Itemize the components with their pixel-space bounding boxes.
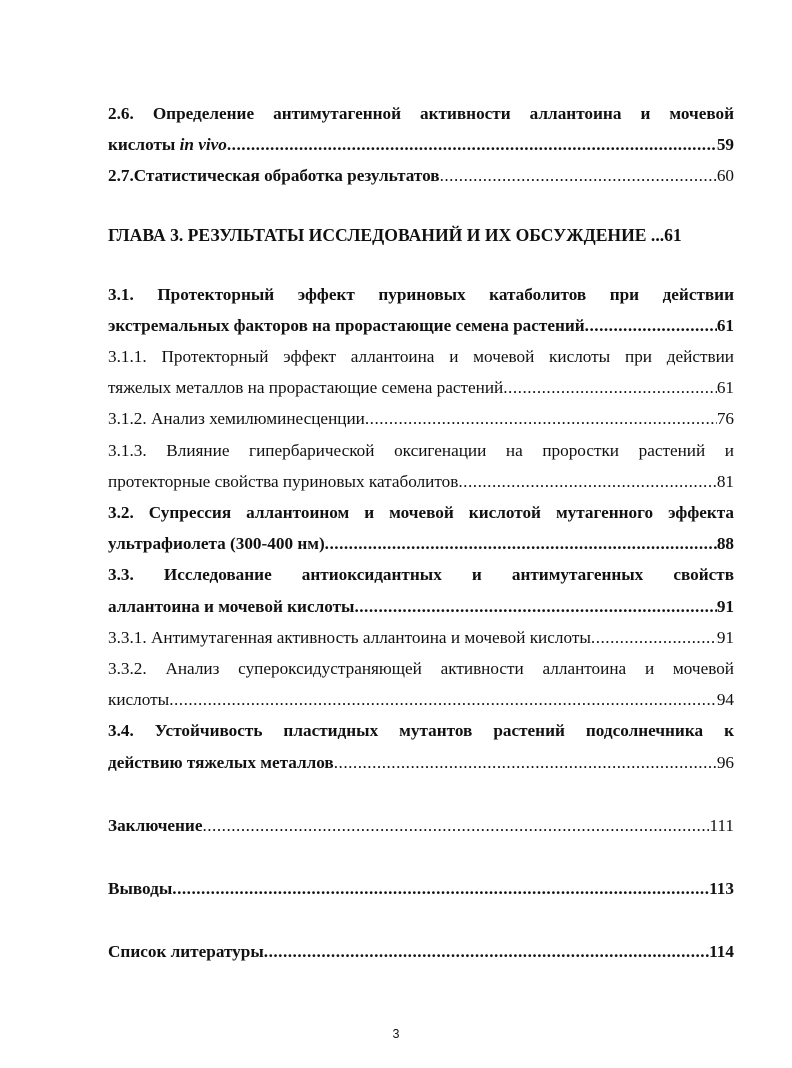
toc-entry-3-1-line1: 3.1. Протекторный эффект пуриновых катаболитов при действии (108, 284, 734, 304)
toc-page-number: 94 (716, 690, 734, 710)
toc-entry-3-1-3-line2 (108, 466, 734, 497)
toc-entry-3-2-line2 (108, 528, 734, 559)
toc-page-number: 76 (716, 409, 734, 429)
toc-page-number: 81 (716, 471, 734, 491)
toc-entry-2-6-line1: 2.6. Определение антимутагенной активности аллантоина и мочевой (108, 104, 734, 123)
dot-leader (440, 160, 717, 191)
toc-entry-3-4-line2 (108, 747, 734, 778)
toc-entry-text: Список литературы (108, 942, 264, 962)
toc-entry-text: 2.7.Статистическая обработка результатов (108, 166, 440, 186)
toc-entry-2-6-line2 (108, 129, 734, 160)
toc-page-number: 96 (716, 752, 734, 772)
toc-entry-2-6-italic: in vivo (179, 135, 227, 155)
toc-entry-text: кислоты (108, 690, 170, 710)
toc-entry-3-3-2-line1: 3.3.2. Анализ супероксидустраняющей активности аллантоина и мочевой (108, 659, 734, 679)
dot-leader (325, 528, 717, 559)
toc-entry-3-2-line1: 3.2. Супрессия аллантоином и мочевой кислотой мутагенного эффекта (108, 503, 734, 523)
toc-entry-text: аллантоина и мочевой кислоты (108, 596, 355, 616)
toc-entry-text: тяжелых металлов на прорастающие семена растений (108, 378, 504, 398)
chapter-3-heading: ГЛАВА 3. РЕЗУЛЬТАТЫ ИССЛЕДОВАНИЙ И ИХ ОБСУЖДЕНИЕ ...61 (108, 224, 682, 245)
toc-page-number: 61 (716, 378, 734, 398)
toc-entry-2-6-text: кислоты in vivo (108, 135, 227, 155)
dot-leader (354, 591, 716, 622)
toc-page-number: 59 (716, 135, 734, 155)
toc-entry-3-4-line1: 3.4. Устойчивость пластидных мутантов растений подсолнечника к (108, 721, 734, 741)
toc-entry-3-1-3-line1: 3.1.3. Влияние гипербарической оксигенации на проростки растений и (108, 440, 734, 460)
toc-entry-3-3-line1: 3.3. Исследование антиоксидантных и антимутагенных свойств (108, 565, 734, 585)
toc-entry-3-3-2-line2 (108, 684, 734, 715)
toc-page-number: 114 (709, 942, 734, 962)
toc-entry-text: 3.1.2. Анализ хемилюминесценции (108, 409, 365, 429)
dot-leader (227, 129, 717, 160)
toc-entry-text: 3.3.1. Антимутагенная активность аллантоина и мочевой кислоты (108, 627, 591, 647)
dot-leader (334, 747, 717, 778)
toc-page-number: 91 (716, 627, 734, 647)
dot-leader (591, 622, 717, 653)
dot-leader (585, 310, 717, 341)
dot-leader (365, 403, 717, 434)
dot-leader (458, 466, 716, 497)
toc-entry-conclusion (108, 810, 734, 841)
toc-entry-text: ультрафиолета (300-400 нм) (108, 534, 325, 554)
toc-entry-text: протекторные свойства пуриновых катаболитов (108, 471, 459, 491)
dot-leader (503, 372, 717, 403)
toc-entry-text: Заключение (108, 815, 203, 835)
toc-entry-text: экстремальных факторов на прорастающие семена растений (108, 315, 585, 335)
dot-leader (202, 810, 709, 841)
toc-entry-3-1-2 (108, 403, 734, 434)
toc-page-number: 113 (709, 879, 734, 899)
toc-page-number: 91 (716, 596, 734, 616)
toc-entry-findings (108, 873, 734, 904)
toc-page-number: 60 (716, 166, 734, 186)
toc-entry-text: действию тяжелых металлов (108, 752, 334, 772)
toc-entry-3-3-1 (108, 622, 734, 653)
toc-entry-text: Выводы (108, 879, 173, 899)
toc-entry-references (108, 936, 734, 967)
toc-page-number: 88 (716, 534, 734, 554)
dot-leader (169, 684, 717, 715)
toc-entry-3-1-1-line1: 3.1.1. Протекторный эффект аллантоина и мочевой кислоты при действии (108, 347, 734, 367)
table-of-contents (108, 98, 734, 967)
toc-entry-2-7 (108, 160, 734, 191)
toc-entry-3-1-1-line2 (108, 372, 734, 403)
dot-leader (172, 873, 709, 904)
dot-leader (264, 936, 709, 967)
toc-page-number: 61 (716, 315, 734, 335)
toc-entry-3-1-line2 (108, 310, 734, 341)
page-number: 3 (392, 1027, 400, 1041)
toc-entry-3-3-line2 (108, 591, 734, 622)
toc-page-number: 111 (709, 815, 734, 835)
